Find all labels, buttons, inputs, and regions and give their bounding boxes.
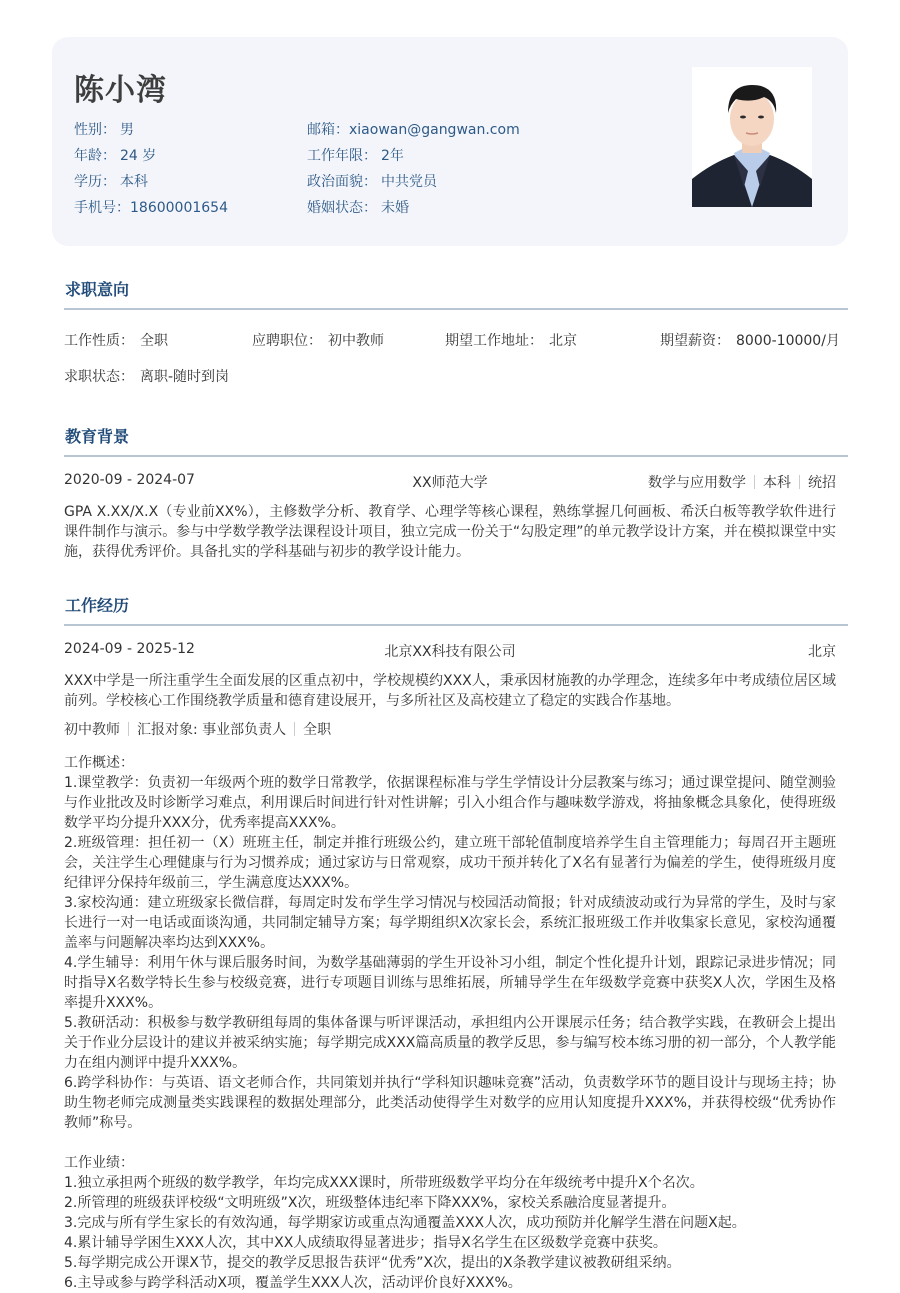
applied-position xyxy=(252,330,384,350)
info-label: 婚姻状态： xyxy=(307,200,377,216)
education-period: 2020-09 - 2024-07 xyxy=(64,472,195,488)
info-political-status xyxy=(307,173,520,199)
kv-label: 应聘职位： xyxy=(252,333,322,349)
kv-value: 全职 xyxy=(140,333,168,349)
expected-salary xyxy=(660,330,840,350)
education-major: 数学与应用数学 xyxy=(648,475,746,491)
work-entry-header xyxy=(64,641,836,661)
basic-info-right xyxy=(307,121,520,225)
achievements-title: 工作业绩： xyxy=(64,1155,134,1171)
achievement-item: 3.完成与所有学生家长的有效沟通，每学期家访或重点沟通覆盖XXX人次，成功预防并化解学生潜在问题X起。 xyxy=(64,1215,746,1231)
info-email xyxy=(307,121,520,147)
overview-item: 2.班级管理：担任初一（X）班班主任，制定并推行班级公约，建立班干部轮值制度培养学生自主管理能力；每周召开主题班会，关注学生心理健康与行为习惯养成；通过家访与日常观察，成功干预并转化了X名有显著行为偏差的学生，使得班级月度纪律评分保持年级前三，学生满意度达XXX%。 xyxy=(64,835,836,891)
separator xyxy=(799,475,800,489)
info-marital-status xyxy=(307,199,520,225)
basic-info-left xyxy=(74,121,228,225)
info-value: 24 岁 xyxy=(120,148,157,164)
work-job-type: 全职 xyxy=(303,722,332,738)
education-details xyxy=(648,472,836,492)
achievement-item: 5.每学期完成公开课X节，提交的教学反思报告获评“优秀”X次，提出的X条教学建议被教研组采纳。 xyxy=(64,1255,681,1271)
info-value: 男 xyxy=(120,122,134,138)
kv-label: 求职状态： xyxy=(64,369,134,385)
section-title-work: 工作经历 xyxy=(65,596,130,615)
info-value: xiaowan@gangwan.com xyxy=(349,122,520,138)
kv-value: 北京 xyxy=(549,333,577,349)
info-label: 邮箱： xyxy=(307,122,349,138)
achievement-item: 1.独立承担两个班级的数学教学，年均完成XXX课时，所带班级数学平均分在年级统考中提升X个名次。 xyxy=(64,1175,704,1191)
overview-item: 6.跨学科协作：与英语、语文老师合作，共同策划并执行“学科知识趣味竞赛”活动，负责数学环节的题目设计与现场主持；协助生物老师完成测量类实践课程的数据处理部分，此类活动使得学生对数学的应用认知度提升XXX%，并获得校级“优秀协作教师”称号。 xyxy=(64,1075,836,1131)
education-type: 统招 xyxy=(808,475,836,491)
overview-item: 1.课堂教学：负责初一年级两个班的数学日常教学，依据课程标准与学生学情设计分层教案与练习；通过课堂提问、随堂测验与作业批改及时诊断学习难点，利用课后时间进行针对性讲解；引入小组合作与趣味数学游戏，将抽象概念具象化，使得班级数学平均分提升XXX分，优秀率提高XXX%。 xyxy=(64,775,836,831)
section-title-education: 教育背景 xyxy=(65,427,130,446)
spacer xyxy=(64,1133,836,1153)
info-value: 本科 xyxy=(120,174,148,190)
profile-header-card xyxy=(52,37,848,246)
description-text: XXX中学是一所注重学生全面发展的区重点初中，学校规模约XXX人，秉承因材施教的办学理念，连续多年中考成绩位居区域前列。学校核心工作围绕教学质量和德育建设展开，与多所社区及高校建立了稳定的实践合作基地。 xyxy=(64,673,836,709)
info-label: 年龄： xyxy=(74,148,116,164)
info-label: 手机号： xyxy=(74,200,130,216)
portrait-icon xyxy=(692,67,812,207)
kv-label: 期望工作地址： xyxy=(445,333,543,349)
overview-item: 3.家校沟通：建立班级家长微信群，每周定时发布学生学习情况与校园活动简报；针对成绩波动或行为异常的学生，及时与家长进行一对一电话或面谈沟通，共同制定辅导方案；每学期组织X次家长会，系统汇报班级工作并收集家长意见，家校沟通覆盖率与问题解决率均达到XXX%。 xyxy=(64,895,836,951)
achievement-item: 6.主导或参与跨学科活动X项，覆盖学生XXX人次，活动评价良好XXX%。 xyxy=(64,1275,522,1291)
info-label: 性别： xyxy=(74,122,116,138)
description-text: GPA X.XX/X.X（专业前XX%），主修数学分析、教育学、心理学等核心课程，熟练掌握几何画板、希沃白板等教学软件进行课件制作与演示。参与中学数学教学法课程设计项目，独立完成一份关于“勾股定理”的单元教学设计方案，并在模拟课堂中实施，获得优秀评价。具备扎实的学科基础与初步的教学设计能力。 xyxy=(64,504,836,560)
education-entry-header xyxy=(64,472,836,492)
work-role-tags xyxy=(64,719,331,739)
education-school: XX师范大学 xyxy=(412,475,488,491)
info-label: 政治面貌： xyxy=(307,174,377,190)
company-description xyxy=(64,671,836,711)
info-gender xyxy=(74,121,228,147)
work-report-to: 汇报对象: 事业部负责人 xyxy=(137,722,287,738)
work-company: 北京XX科技有限公司 xyxy=(384,644,516,660)
info-value: 18600001654 xyxy=(130,200,228,216)
overview-item: 5.教研活动：积极参与数学教研组每周的集体备课与听评课活动，承担组内公开课展示任务；结合教学实践，在教研会上提出关于作业分层设计的建议并被采纳实施；每学期完成XXX篇高质量的教学反思，参与编写校本练习册的初一部分，个人教学能力在组内测评中提升XXX%。 xyxy=(64,1015,836,1071)
work-role: 初中教师 xyxy=(64,722,120,738)
overview-item: 4.学生辅导：利用午休与课后服务时间，为数学基础薄弱的学生开设补习小组，制定个性化提升计划，跟踪记录进步情况；同时指导X名数学特长生参与校级竞赛，进行专项题目训练与思维拓展，所辅导学生在年级数学竞赛中获奖X人次，学困生及格率提升XXX%。 xyxy=(64,955,836,1011)
separator xyxy=(128,722,129,736)
section-title-job-intention: 求职意向 xyxy=(65,280,130,299)
section-divider xyxy=(64,308,848,310)
profile-photo xyxy=(692,67,812,207)
info-label: 工作年限： xyxy=(307,148,377,164)
achievement-item: 4.累计辅导学困生XXX人次，其中XX人成绩取得显著进步；指导X名学生在区级数学竞赛中获奖。 xyxy=(64,1235,667,1251)
info-work-years xyxy=(307,147,520,173)
expected-location xyxy=(445,330,577,350)
candidate-name: 陈小湾 xyxy=(74,73,167,108)
work-overview xyxy=(64,753,836,1293)
kv-label: 工作性质： xyxy=(64,333,134,349)
info-education xyxy=(74,173,228,199)
overview-title: 工作概述： xyxy=(64,755,134,771)
job-status xyxy=(64,366,229,386)
kv-value: 初中教师 xyxy=(328,333,384,349)
info-age xyxy=(74,147,228,173)
section-divider xyxy=(64,455,848,457)
education-degree: 本科 xyxy=(763,475,791,491)
kv-value: 离职-随时到岗 xyxy=(140,369,230,385)
section-divider xyxy=(64,624,848,626)
education-description xyxy=(64,502,836,562)
job-type xyxy=(64,330,168,350)
info-value: 2年 xyxy=(381,148,404,164)
kv-label: 期望薪资： xyxy=(660,333,730,349)
info-value: 中共党员 xyxy=(381,174,437,190)
work-period: 2024-09 - 2025-12 xyxy=(64,641,195,657)
separator xyxy=(294,722,295,736)
info-value: 未婚 xyxy=(381,200,409,216)
info-label: 学历： xyxy=(74,174,116,190)
achievement-item: 2.所管理的班级获评校级“文明班级”X次，班级整体违纪率下降XXX%，家校关系融洽度显著提升。 xyxy=(64,1195,676,1211)
work-location: 北京 xyxy=(808,644,836,660)
separator xyxy=(754,475,755,489)
info-phone xyxy=(74,199,228,225)
kv-value: 8000-10000/月 xyxy=(736,333,840,349)
